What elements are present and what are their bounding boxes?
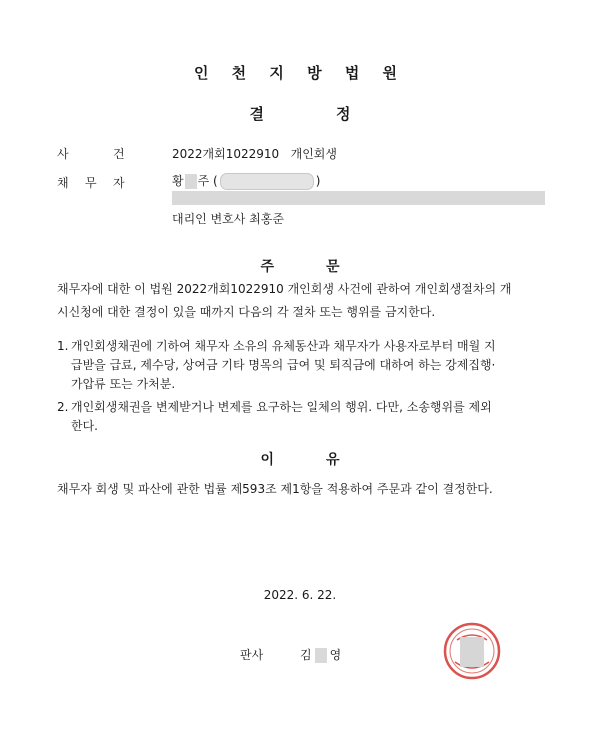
paren-close: ): [315, 174, 321, 188]
redaction-block: [315, 648, 327, 663]
judge-name-first: 김: [300, 648, 312, 662]
item-number: 1.: [57, 339, 69, 353]
court-decision-document: 인 천 지 방 법 원 결 정 사 건 2022개회1022910 개인회생 채 무 자 황 주 ( ) 대리인 변호사 최홍준 주 문 채무자에 대한 이 법원 2022개회1022910 개인회생 사건에 관하여 개인회생절차의 개 시신청에 대한 결정이 있을 때까지 다음의 각 절차 또는 행위를 금지한다. 1. 개인회생채권에 기하여 채무자 소유의 유체동산과 채무자가 사용자로부터 매월 지 급받을 급료, 제수당, 상여금 기타 명목의 급여 및 퇴직금에 대하여 하는 강제집행· 가압류 또는 가처분. 2. 개인회생채권을 변제받거나 변제를 요구하는 일체의 행위. 다만, 소송행위를 제외 한다. 이 유 채무자 회생 및 파산에 관한 법률 제593조 제1항을 적용하여 주문과 같이 결정한다. 2022. 6. 22. 판사 김 영: [0, 0, 600, 734]
order-items: [57, 337, 547, 440]
order-line: 채무자에 대한 이 법원 2022개회1022910 개인회생 사건에 관하여 개인회생절차의 개: [57, 282, 512, 296]
court-name: 인 천 지 방 법 원: [193, 64, 407, 82]
document-type-left: 결: [249, 105, 264, 123]
redaction-block: [185, 174, 197, 189]
document-type-right: 정: [336, 105, 351, 123]
debtor-name-first: 황: [172, 174, 184, 188]
representative: 대리인 변호사 최홍준: [172, 212, 284, 226]
item-number: 2.: [57, 400, 69, 414]
reason-text: 채무자 회생 및 파산에 관한 법률 제593조 제1항을 적용하여 주문과 같이 결정한다.: [57, 482, 493, 496]
document-type: [0, 103, 600, 124]
order-text: [57, 278, 547, 324]
reason-heading-right: 유: [326, 452, 340, 468]
order-heading: [0, 256, 600, 276]
case-name: 개인회생: [290, 147, 337, 161]
item-line: 개인회생채권을 변제받거나 변제를 요구하는 일체의 행위. 다만, 소송행위를 제외: [71, 400, 492, 414]
paren-open: (: [213, 174, 218, 188]
judge-label: 판사: [240, 648, 264, 662]
item-line: 가압류 또는 가처분.: [71, 377, 176, 391]
court-seal-icon: [443, 622, 501, 680]
order-heading-right: 문: [326, 259, 340, 275]
judge-name-last: 영: [329, 648, 342, 662]
redaction-block: [172, 191, 545, 205]
order-line: 시신청에 대한 결정이 있을 때까지 다음의 각 절차 또는 행위를 금지한다.: [57, 305, 436, 319]
order-item: [57, 337, 547, 394]
case-value: [172, 145, 337, 162]
reason-heading: [0, 449, 600, 469]
case-number: 2022개회1022910: [172, 147, 280, 161]
debtor-name-last: 주: [197, 174, 210, 188]
item-line: 개인회생채권에 기하여 채무자 소유의 유체동산과 채무자가 사용자로부터 매월 지: [71, 339, 496, 353]
item-line: 급받을 급료, 제수당, 상여금 기타 명목의 급여 및 퇴직금에 대하여 하는 강제집행·: [71, 358, 496, 372]
decision-date: 2022. 6. 22.: [263, 588, 337, 602]
reason-heading-left: 이: [260, 452, 274, 468]
order-heading-left: 주: [260, 259, 274, 275]
order-item: [57, 398, 547, 436]
item-line: 한다.: [71, 419, 98, 433]
redaction-block: [220, 173, 314, 190]
debtor-name: [172, 172, 320, 190]
judge-name: [300, 646, 341, 663]
